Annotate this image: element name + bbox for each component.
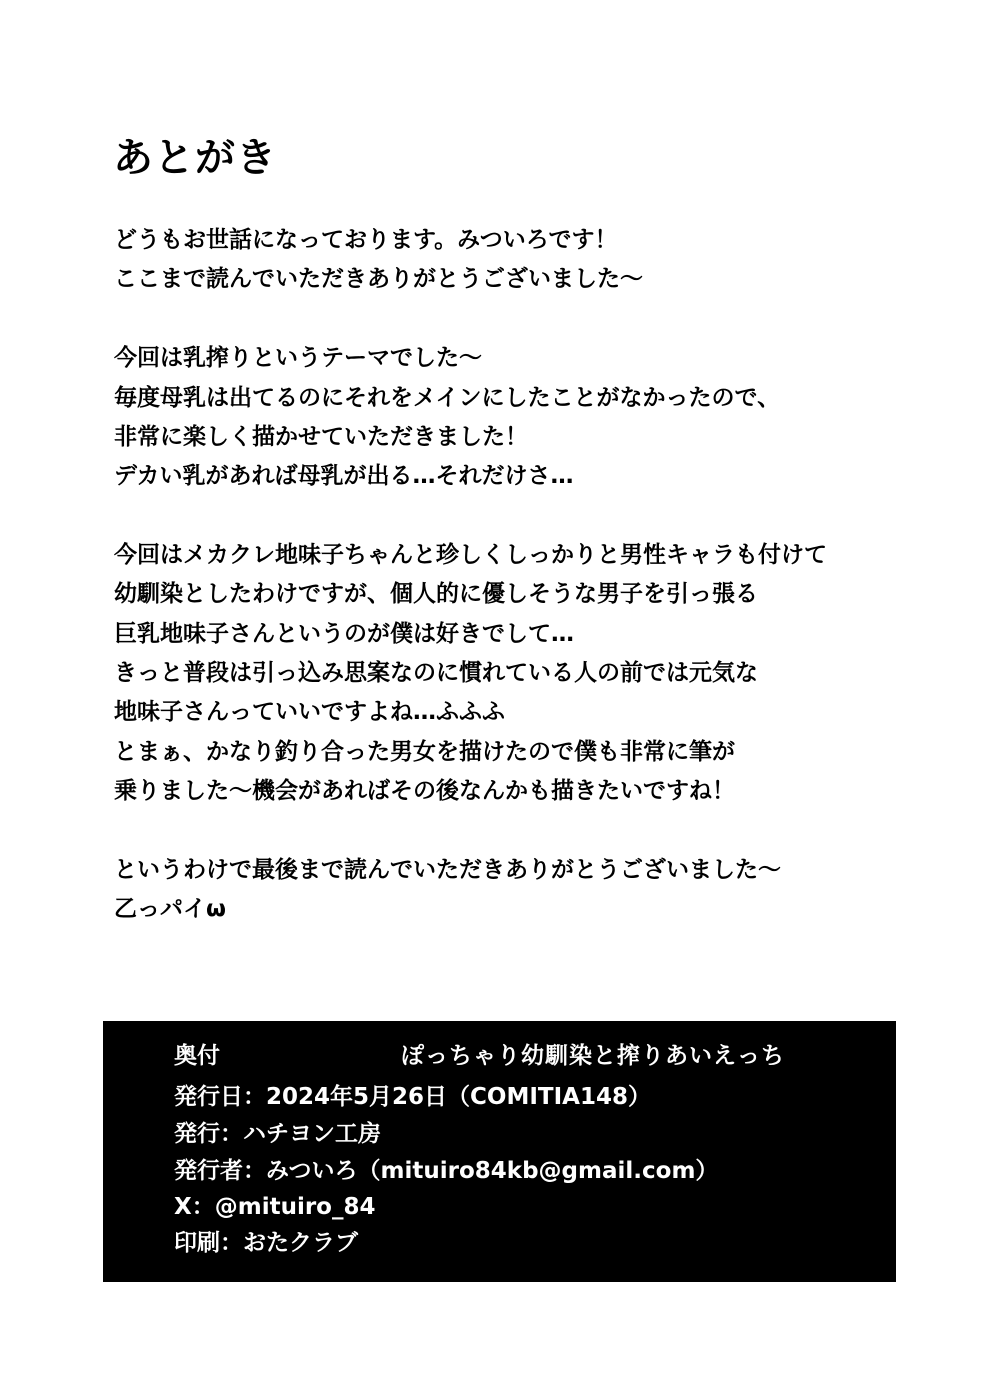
afterword-line: ここまで読んでいただきありがとうございました～ — [114, 266, 643, 292]
afterword-line: 巨乳地味子さんというのが僕は好きでして… — [114, 621, 574, 647]
afterword-line: 今回はメカクレ地味子ちゃんと珍しくしっかりと男性キャラも付けて — [114, 542, 827, 568]
colophon-label: 奥付 — [174, 1043, 220, 1069]
afterword-line: デカい乳があれば母乳が出る…それだけさ… — [114, 463, 574, 489]
colophon-x-account: X：@mituiro_84 — [174, 1194, 376, 1220]
colophon-printer: 印刷：おたクラブ — [174, 1230, 358, 1256]
afterword-line: というわけで最後まで読んでいただきありがとうございました～ — [114, 857, 781, 883]
afterword-line: 乗りました～機会があればその後なんかも描きたいですね！ — [114, 778, 735, 804]
afterword-line: 今回は乳搾りというテーマでした～ — [114, 345, 482, 371]
colophon-book-title: ぽっちゃり幼馴染と搾りあいえっち — [401, 1043, 785, 1069]
afterword-title: あとがき — [113, 135, 277, 181]
colophon-release-date: 発行日：2024年5月26日（COMITIA148） — [174, 1084, 651, 1110]
afterword-line: とまぁ、かなり釣り合った男女を描けたので僕も非常に筆が — [114, 739, 735, 765]
afterword-line: 乙っパイω — [114, 896, 226, 922]
afterword-line: どうもお世話になっております。みついろです！ — [114, 227, 618, 253]
afterword-line: 非常に楽しく描かせていただきました！ — [114, 424, 528, 450]
colophon-box — [103, 1021, 896, 1282]
afterword-line: 地味子さんっていいですよね…ふふふ — [114, 699, 505, 725]
colophon-publisher: 発行：ハチヨン工房 — [174, 1121, 381, 1147]
afterword-line: 幼馴染としたわけですが、個人的に優しそうな男子を引っ張る — [114, 581, 758, 607]
afterword-line: きっと普段は引っ込み思案なのに慣れている人の前では元気な — [114, 660, 758, 686]
afterword-line: 毎度母乳は出てるのにそれをメインにしたことがなかったので、 — [114, 385, 781, 411]
colophon-author: 発行者：みついろ（mituiro84kb@gmail.com） — [174, 1158, 719, 1184]
